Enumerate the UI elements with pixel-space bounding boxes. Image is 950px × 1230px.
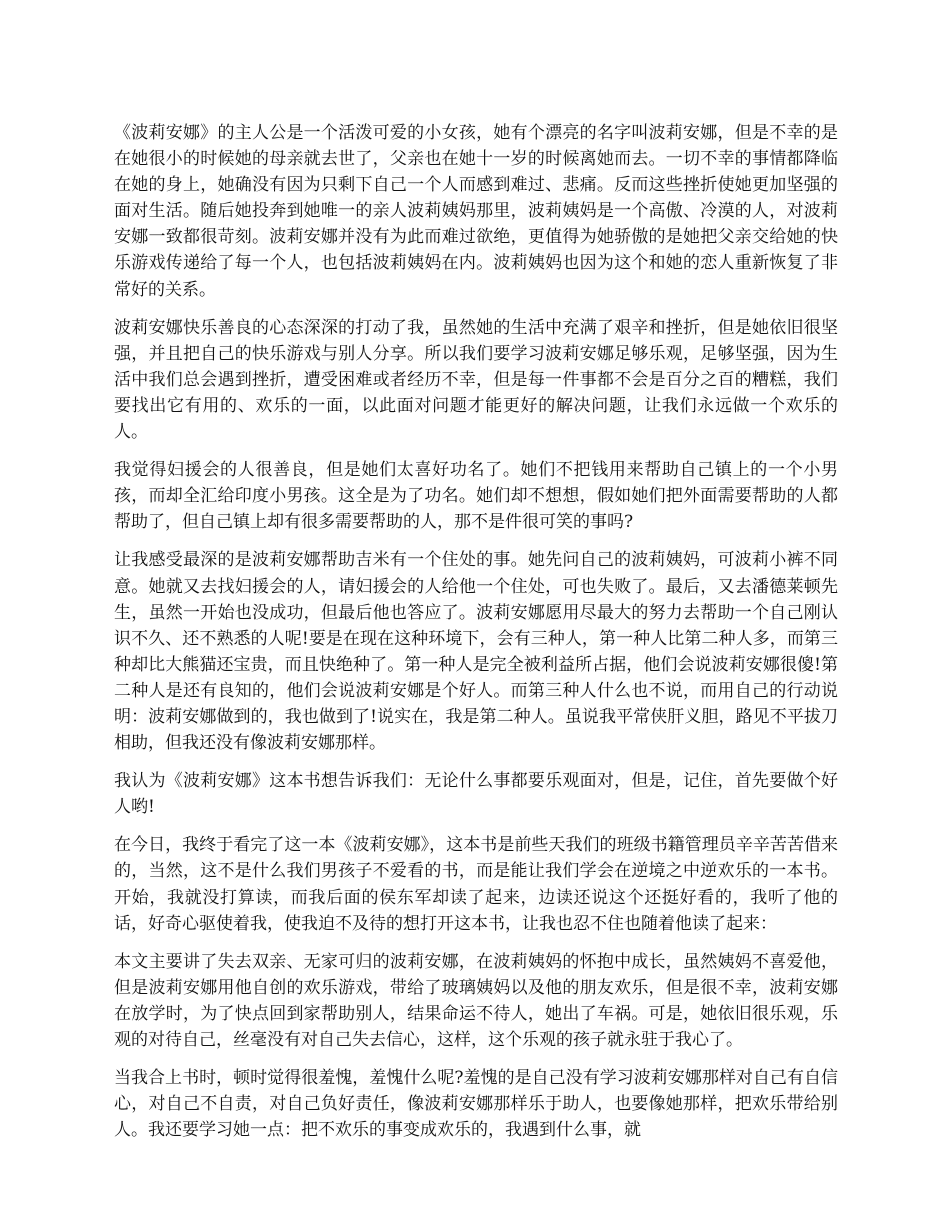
paragraph-5: 我认为《波莉安娜》这本书想告诉我们：无论什么事都要乐观面对，但是，记住，首先要做个好人哟! (114, 771, 838, 818)
document-body (114, 120, 838, 1155)
paragraph-2: 波莉安娜快乐善良的心态深深的打动了我，虽然她的生活中充满了艰辛和挫折，但是她依旧很坚强，并且把自己的快乐游戏与别人分享。所以我们要学习波莉安娜足够乐观，足够坚强，因为生活中我们总会遇到挫折，遭受困难或者经历不幸，但是每一件事都不会是百分之百的糟糕，我们要找出它有用的、欢乐的一面，以此面对问题才能更好的解决问题，让我们永远做一个欢乐的人。 (114, 317, 838, 443)
paragraph-6: 在今日，我终于看完了这一本《波莉安娜》，这本书是前些天我们的班级书籍管理员辛辛苦苦借来的，当然，这不是什么我们男孩子不爱看的书，而是能让我们学会在逆境之中逆欢乐的一本书。开始，我就没打算读，而我后面的侯东军却读了起来，边读还说这个还挺好看的，我听了他的话，好奇心驱使着我，使我迫不及待的想打开这本书，让我也忍不住也随着他读了起来： (114, 835, 838, 934)
paragraph-3: 我觉得妇援会的人很善良，但是她们太喜好功名了。她们不把钱用来帮助自己镇上的一个小男孩，而却全汇给印度小男孩。这全是为了功名。她们却不想想，假如她们把外面需要帮助的人都帮助了，但自己镇上却有很多需要帮助的人，那不是件很可笑的事吗? (114, 460, 838, 533)
paragraph-8: 当我合上书时，顿时觉得很羞愧，羞愧什么呢?羞愧的是自己没有学习波莉安娜那样对自己有自信心，对自己不自责，对自己负好责任，像波莉安娜那样乐于助人，也要像她那样，把欢乐带给别人。我还要学习她一点：把不欢乐的事变成欢乐的，我遇到什么事，就 (114, 1068, 838, 1141)
paragraph-7: 本文主要讲了失去双亲、无家可归的波莉安娜，在波莉姨妈的怀抱中成长，虽然姨妈不喜爱他，但是波莉安娜用他自创的欢乐游戏，带给了玻璃姨妈以及他的朋友欢乐，但是很不幸，波莉安娜在放学时，为了快点回到家帮助别人，结果命运不待人，她出了车祸。可是，她依旧很乐观，乐观的对待自己，丝毫没有对自己失去信心，这样，这个乐观的孩子就永驻于我心了。 (114, 951, 838, 1050)
paragraph-4: 让我感受最深的是波莉安娜帮助吉米有一个住处的事。她先问自己的波莉姨妈，可波莉小裤不同意。她就又去找妇援会的人，请妇援会的人给他一个住处，可也失败了。最后，又去潘德莱顿先生，虽然一开始也没成功，但最后他也答应了。波莉安娜愿用尽最大的努力去帮助一个自己刚认识不久、还不熟悉的人呢!要是在现在这种环境下，会有三种人，第一种人比第二种人多，而第三种却比大熊猫还宝贵，而且快绝种了。第一种人是完全被利益所占据，他们会说波莉安娜很傻!第二种人是还有良知的，他们会说波莉安娜是个好人。而第三种人什么也不说，而用自己的行动说明：波莉安娜做到的，我也做到了!说实在，我是第二种人。虽说我平常侠肝义胆，路见不平拔刀相助，但我还没有像波莉安娜那样。 (114, 550, 838, 754)
paragraph-1: 《波莉安娜》的主人公是一个活泼可爱的小女孩，她有个漂亮的名字叫波莉安娜，但是不幸的是在她很小的时候她的母亲就去世了，父亲也在她十一岁的时候离她而去。一切不幸的事情都降临在她的身上，她确没有因为只剩下自己一个人而感到难过、悲痛。反而这些挫折使她更加坚强的面对生活。随后她投奔到她唯一的亲人波莉姨妈那里，波莉姨妈是一个高傲、冷漠的人，对波莉安娜一致都很苛刻。波莉安娜并没有为此而难过欲绝，更值得为她骄傲的是她把父亲交给她的快乐游戏传递给了每一个人，也包括波莉姨妈在内。波莉姨妈也因为这个和她的恋人重新恢复了非常好的关系。 (114, 123, 838, 300)
